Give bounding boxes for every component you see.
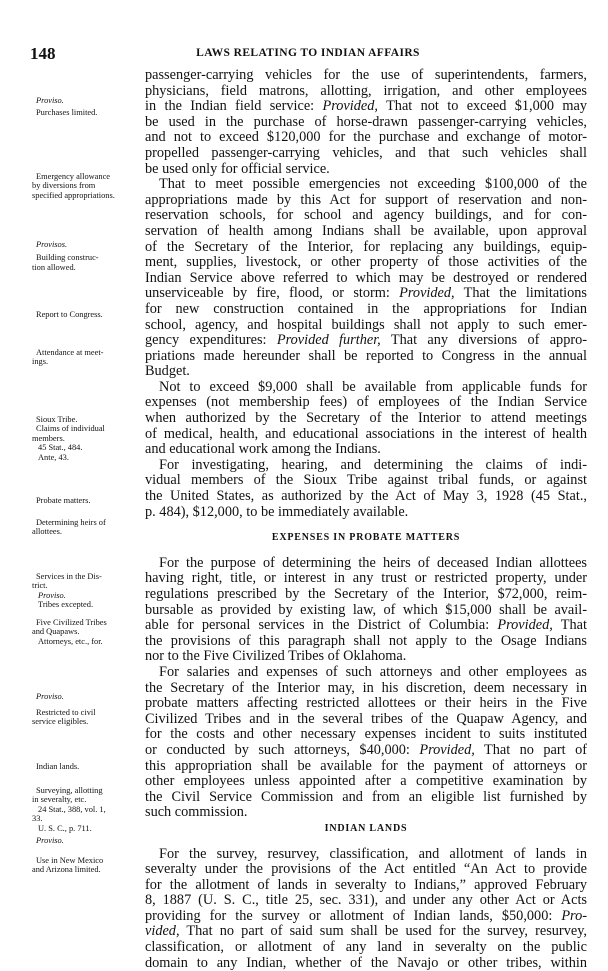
text-line: For the survey, resurvey, classification, and allotment of lands in [159, 845, 587, 862]
text-line: For the purpose of determining the heirs of deceased Indian allottees [159, 554, 587, 571]
margin-note-proviso: Proviso. Purchases limited. [36, 96, 98, 118]
text-line: servation of health among Indians shall be available, upon approval [145, 222, 587, 239]
text-line: probate matters affecting restricted allottees or their heirs in the Five [145, 695, 587, 712]
text-line: other employees unless appointed after a competitive examination by [145, 773, 587, 790]
text-line: the United States, as authorized by the Act of May 3, 1928 (45 Stat., [145, 488, 587, 505]
text-line: Not to exceed $9,000 shall be available from applicable funds for [159, 378, 587, 395]
text-line: the Secretary of the Interior may, in his discretion, deem necessary in [145, 679, 587, 696]
text-line: having right, title, or interest in any trust or restricted property, under [145, 570, 587, 587]
text-line: 8, 1887 (U. S. C., title 25, sec. 331), and under any other Act or Acts [145, 892, 587, 909]
text-line: and educational work among the Indians. [145, 441, 381, 458]
margin-note-new-mexico: Use in New Mexico and Arizona limited. [32, 856, 104, 875]
text-line: for new construction contained in the appropriations for Indian [145, 300, 587, 317]
section-heading-probate: EXPENSES IN PROBATE MATTERS [271, 532, 461, 544]
text-line: That to meet possible emergencies not exceeding $100,000 of the [159, 176, 587, 193]
text-line: Civilized Tribes and in the several tribes of the Quapaw Agency, and [145, 710, 587, 727]
text-line: the Civil Service Commission and from an eligible list furnished by [145, 788, 587, 805]
text-line: For investigating, hearing, and determining the claims of indi- [159, 456, 587, 473]
text-line: gency expenditures: Provided further, That any diversions of appro- [145, 332, 588, 349]
margin-note-district: Services in the Dis- trict. Proviso. Tribes excepted. [32, 572, 102, 610]
margin-note-indian-lands: Indian lands. [36, 762, 80, 771]
text-line: passenger-carrying vehicles for the use of superintendents, farmers, [145, 67, 587, 83]
text-line: Indian Service above referred to which may be destroyed or rendered [145, 269, 587, 286]
text-line: propelled passenger-carrying vehicles, and that such vehicles shall [145, 144, 587, 161]
text-line: this appropriation shall be available for the payment of attorneys or [145, 757, 587, 774]
text-line: school, agency, and hospital buildings shall not apply to such emer- [145, 316, 587, 333]
text-line: and not to exceed $120,000 for the purchase and exchange of motor- [145, 129, 587, 146]
text-line: expenses (not membership fees) of employees of the Indian Service [145, 394, 587, 411]
margin-note-proviso-2: Proviso. [36, 692, 64, 701]
text-line: severalty under the provisions of the Act entitled “An Act to provide [145, 861, 587, 878]
text-line: appropriations made by this Act for support of reservation and non- [145, 191, 587, 208]
margin-note-building: Provisos. Building construc- tion allowed. [32, 240, 99, 272]
text-line: unserviceable by fire, flood, or storm: Provided, That the limitations [145, 285, 587, 302]
margin-note-sioux: Sioux Tribe. Claims of individual members. 45 Stat., 484. Ante, 43. [32, 415, 105, 462]
text-line: able for personal services in the District of Columbia: Provided, That [145, 617, 587, 634]
text-line: be used in the purchase of horse-drawn passenger-carrying vehicles, [145, 113, 587, 130]
text-line: or conducted by such attorneys, $40,000: Provided, That no part of [145, 741, 588, 758]
margin-note-emergency-allowance: Emergency allowance by diversions from specified appropriations. [32, 172, 115, 200]
running-title: LAWS RELATING TO INDIAN AFFAIRS [196, 47, 420, 59]
margin-note-proviso-3: Proviso. [36, 836, 64, 845]
margin-note-surveying: Surveying, allotting in severalty, etc. 24 Stat., 388, vol. 1, 33. U. S. C., p. 711. [32, 786, 106, 833]
text-line: classification, or allotment of any land in severalty on the public [145, 939, 587, 956]
text-line: ment, supplies, livestock, or other property of those activities of the [145, 254, 587, 271]
text-line: domain to any Indian, whether of the Navajo or other tribes, within [145, 954, 587, 971]
text-line: the provisions of this paragraph shall not apply to the Osage Indians [145, 632, 587, 649]
margin-note-attendance: Attendance at meet- ings. [32, 348, 104, 367]
page-number: 148 [30, 44, 56, 63]
text-line: vided, That no part of said sum shall be used for the survey, resurvey, [145, 923, 587, 940]
margin-note-five-tribes: Five Civilized Tribes and Quapaws. Attorneys, etc., for. [32, 618, 107, 646]
text-line: in the Indian field service: Provided, That not to exceed $1,000 may [145, 98, 587, 115]
text-line: bursable as provided by existing law, of which $15,000 shall be avail- [145, 601, 587, 618]
body-text [145, 68, 587, 971]
text-line: be used only for official service. [145, 160, 330, 177]
margin-note-heirs: Determining heirs of allottees. [32, 518, 106, 537]
margin-note-civil-service: Restricted to civil service eligibles. [32, 708, 96, 727]
section-heading-indian-lands: INDIAN LANDS [324, 822, 408, 834]
text-line: physicians, field matrons, allotting, irrigation, and other employees [145, 82, 587, 99]
margin-note-report: Report to Congress. [36, 310, 103, 319]
text-line: for the allotment of lands in severalty to Indians,” approved February [145, 876, 587, 893]
text-line: of the Secretary of the Interior, for replacing any buildings, equip- [145, 238, 587, 255]
page-header [30, 44, 586, 64]
text-line: when authorized by the Secretary of the Interior to attend meetings [145, 410, 587, 427]
margin-note-probate: Probate matters. [36, 496, 91, 505]
text-line: priations made hereunder shall be reported to Congress in the annual [145, 347, 587, 364]
text-line: of medical, health, and educational associations in the interest of health [145, 425, 587, 442]
text-line: Budget. [145, 363, 190, 380]
text-line: nor to the Five Civilized Tribes of Oklahoma. [145, 648, 407, 665]
text-line: For salaries and expenses of such attorneys and other employees as [159, 663, 587, 680]
text-line: reservation schools, for school and agency buildings, and for con- [145, 207, 587, 224]
text-line: p. 484), $12,000, to be immediately available. [145, 503, 409, 520]
text-line: for the costs and other necessary expenses incident to suits instituted [145, 726, 587, 743]
text-line: such commission. [145, 804, 248, 821]
text-line: providing for the survey or allotment of Indian lands, $50,000: Pro- [145, 907, 588, 924]
text-line: regulations prescribed by the Secretary of the Interior, $72,000, reim- [145, 586, 587, 602]
text-line: vidual members of the Sioux Tribe against tribal funds, or against [145, 472, 587, 489]
